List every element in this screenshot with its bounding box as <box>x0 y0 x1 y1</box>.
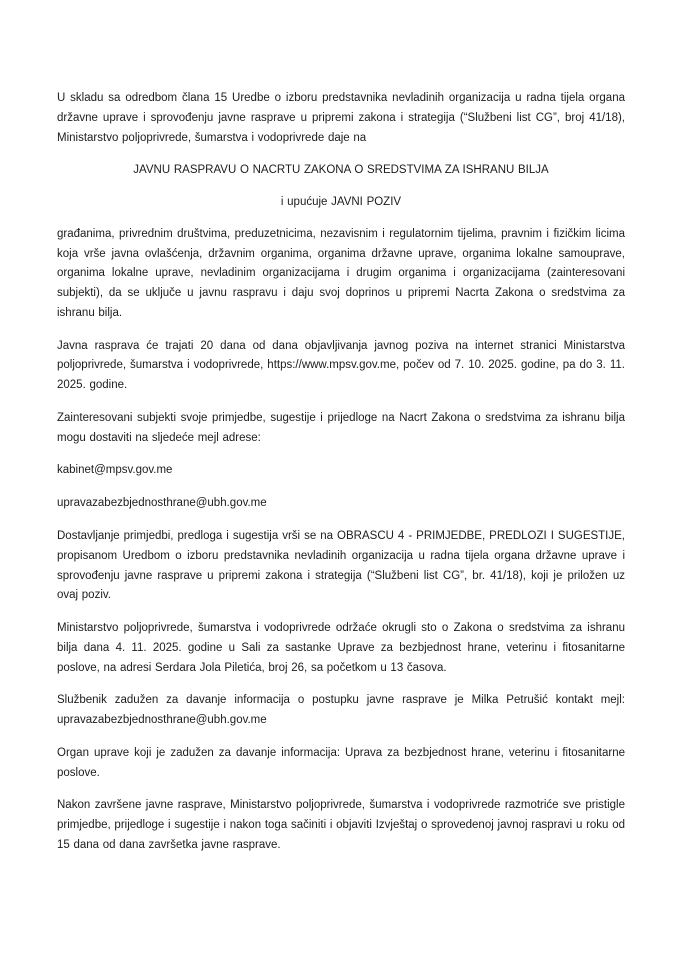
paragraph-submission: Zainteresovani subjekti svoje primjedbe, sugestije i prijedloge na Nacrt Zakona o sredstvima za ishranu bilja mogu dostaviti na sljedeće mejl adrese: <box>57 411 625 444</box>
paragraph-authority: Organ uprave koji je zadužen za davanje informacija: Uprava za bezbjednost hrane, veterinu i fitosanitarne poslove. <box>57 746 625 779</box>
paragraph-report: Nakon završene javne rasprave, Ministarstvo poljoprivrede, šumarstva i vodoprivrede razmotriće sve pristigle primjedbe, prijedloge i sugestije i nakon toga sačiniti i objaviti Izvještaj o sprovedenoj javnoj raspravi u roku od 15 dana od dana završetka javne rasprave. <box>57 799 625 851</box>
paragraph-intro: U skladu sa odredbom člana 15 Uredbe o izboru predstavnika nevladinih organizacija u radna tijela organa državne uprave i sprovođenju javne rasprave u pripremi zakona i strategija (“Službeni list CG”, broj 41/18), Ministarstvo poljoprivrede, šumarstva i vodoprivrede daje na <box>57 92 625 144</box>
paragraph-roundtable: Ministarstvo poljoprivrede, šumarstva i vodoprivrede održaće okrugli sto o Zakona o sredstvima za ishranu bilja dana 4. 11. 2025. godine u Sali za sastanke Uprave za bezbjednost hrane, veterinu i fitosanitarne poslove, na adresi Serdara Jola Piletića, broj 26, sa početkom u 13 časova. <box>57 622 625 674</box>
paragraph-contact: Službenik zadužen za davanje informacija o postupku javne rasprave je Milka Petrušić kontakt mejl: upravazabezbjednosthrane@ubh.gov.me <box>57 694 625 727</box>
email-uprava: upravazabezbjednosthrane@ubh.gov.me <box>57 497 267 510</box>
document-body <box>57 89 625 856</box>
paragraph-form: Dostavljanje primjedbi, predloga i sugestija vrši se na OBRASCU 4 - PRIMJEDBE, PREDLOZI I SUGESTIJE, propisanom Uredbom o izboru predstavnika nevladinih organizacija u radna tijela organa državne uprave i sprovođenju javne rasprave u pripremi zakona i strategija (“Službeni list CG”, br. 41/18), koji je priložen uz ovaj poziv. <box>57 530 625 602</box>
heading-subtitle: i upućuje JAVNI POZIV <box>280 196 402 209</box>
email-kabinet: kabinet@mpsv.gov.me <box>57 464 173 477</box>
paragraph-invitees: građanima, privrednim društvima, preduzetnicima, nezavisnim i regulatornim tijelima, pravnim i fizičkim licima koja vrše javna ovlašćenja, državnim organima, organima državne uprave, organima lokalne samouprave, organima lokalne uprave, nevladinim organizacijama i drugim organima i organizacijama (zainteresovani subjekti), da se uključe u javnu raspravu i daju svoj doprinos u pripremi Nacrta Zakona o sredstvima za ishranu bilja. <box>57 227 625 319</box>
heading-title: JAVNU RASPRAVU O NACRTU ZAKONA O SREDSTVIMA ZA ISHRANU BILJA <box>133 164 549 177</box>
paragraph-duration: Javna rasprava će trajati 20 dana od dana objavljivanja javnog poziva na internet stranici Ministarstva poljoprivrede, šumarstva i vodoprivrede, https://www.mpsv.gov.me, počev od 7. 10. 2025. godine, pa do 3. 11. 2025. godine. <box>57 339 625 392</box>
